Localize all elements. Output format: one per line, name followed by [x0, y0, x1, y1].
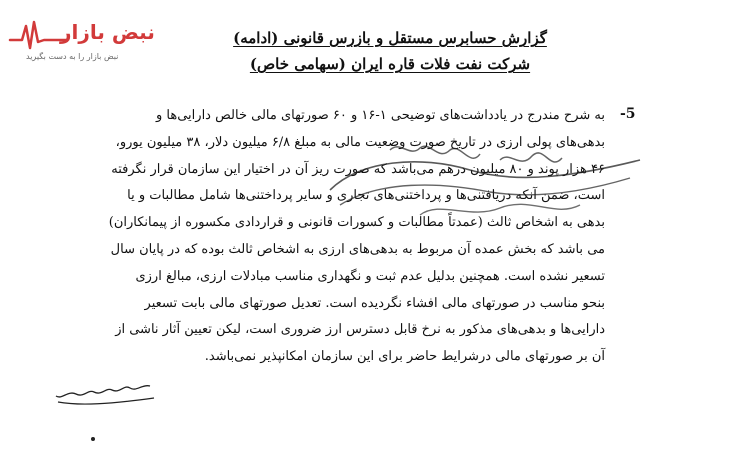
- signature-scribble: [50, 380, 160, 408]
- logo-tagline: نبض بازار را به دست بگیرید: [26, 52, 119, 61]
- header-company: شرکت نفت فلات قاره ایران (سهامی خاص): [249, 55, 531, 73]
- item-number: -5: [620, 106, 636, 122]
- paragraph-line: است، ضمن آنکه دریافتنی‌ها و پرداختنی‌های تجاری و سایر پرداختنی‌ها شامل مطالبات و یا: [127, 188, 605, 204]
- paragraph-line: بدهی‌های پولی ارزی در تاریخ صورت وضعیت مالی به مبلغ ۶/۸ میلیون دلار، ۳۸ میلیون یورو،: [115, 134, 605, 150]
- paragraph-line: بنحو مناسب در صورتهای مالی افشاء نگردیده است. تعدیل صورتهای مالی بابت تسعیر: [144, 295, 605, 311]
- paragraph-line: دارایی‌ها و بدهی‌های مذکور به نرخ قابل دسترس ارز ضروری است، لیکن تعیین آثار ناشی از: [115, 322, 605, 338]
- page-dot: [91, 437, 95, 441]
- logo-name: نبض بازار: [60, 20, 155, 44]
- paragraph-line: ۴۶ هزار پوند و ۸۰ میلیون درهم می‌باشد که صورت ریز آن در اختیار این سازمان قرار نگرفته: [111, 161, 605, 177]
- paragraph-line: به شرح مندرج در یادداشت‌های توضیحی ۱-۱۶ و ۶۰ صورتهای مالی خالص دارایی‌ها و: [156, 108, 605, 123]
- paragraph-line: بدهی به اشخاص ثالث (عمدتاً مطالبات و کسورات قانونی و قراردادی مکسوره از پیمانکاران): [108, 215, 605, 231]
- paragraph-line: می باشد که بخش عمده آن مربوط به بدهی‌های ارزی به اشخاص ثالث بوده که در پایان سال: [110, 241, 605, 257]
- paragraph-line: تسعیر نشده است. همچنین بدلیل عدم ثبت و نگهداری مناسب مبادلات ارزی، مبالغ ارزی: [135, 268, 605, 284]
- paragraph-line: آن بر صورتهای مالی درشرایط حاضر برای این سازمان امکانپذیر نمی‌باشد.: [204, 349, 605, 365]
- nabz-bazar-logo: [8, 18, 155, 66]
- report-header: [190, 26, 590, 78]
- pulse-line-icon: [8, 18, 68, 52]
- paragraph: [108, 103, 605, 371]
- header-title: گزارش حسابرس مستقل و بازرس قانونی (ادامه): [233, 29, 547, 47]
